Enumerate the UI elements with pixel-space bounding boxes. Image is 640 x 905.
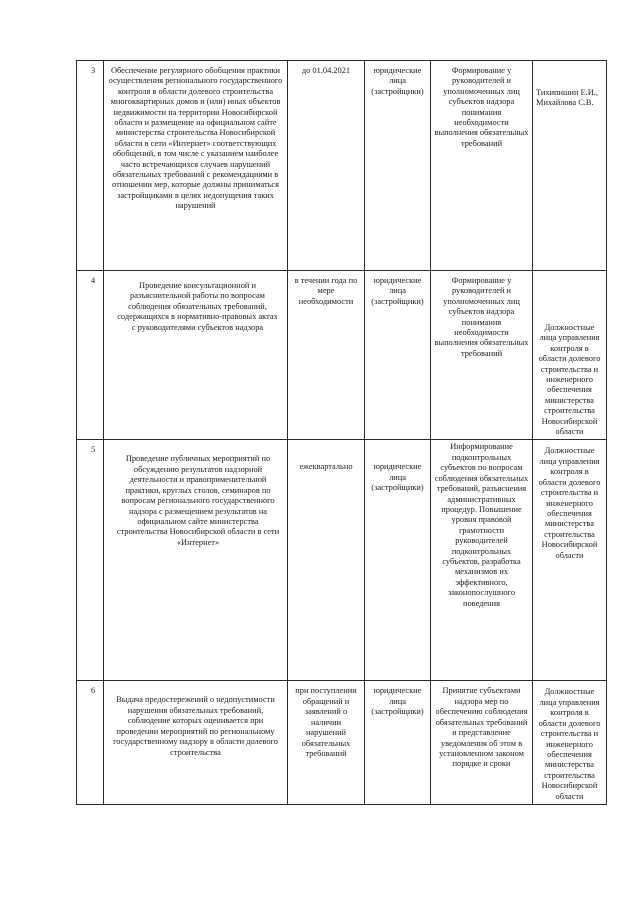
activity-cell: Обеспечение регулярного обобщения практики осуществления регионального государственного контроля в области долевого строительства многоквартирных домов и (или) иных объектов недвижимости на территории Новосибирской области и размещение на официальном сайте министерства строительства Новосибирской области в сети «Интернет» соответствующих обобщений, в том числе с указанием наиболее часто встречающихся случаев нарушений обязательных требований с рекомендациями в отношении мер, которые должны приниматься застройщиками в целях недопущения таких нарушений — [104, 61, 288, 271]
subjects-cell: юридические лица (застройщики) — [365, 681, 431, 805]
row-number: 4 — [77, 271, 104, 440]
measures-table — [76, 60, 607, 805]
activity-cell: Проведение публичных мероприятий по обсуждению результатов надзорной деятельности и правоприменительной практики, круглых столов, семинаров по вопросам регионального государственного надзора с размещением результатов на официальном сайте министерства строительства Новосибирской области в сети «Интернет» — [104, 440, 288, 681]
responsible-cell: Тихипишин Е.И., Михайлова С.В. — [533, 61, 607, 271]
result-cell: Формирование у руководителей и уполномоченных лиц субъектов надзора понимания необходимости выполнения обязательных требований — [431, 271, 533, 440]
activity-cell: Проведение консультационной и разъяснительной работы по вопросам соблюдения обязательных требований, содержащихся в нормативно-правовых актах с руководителями субъектов надзора — [104, 271, 288, 440]
subjects-cell: юридические лица (застройщики) — [365, 61, 431, 271]
responsible-cell: Должностные лица управления контроля в области долевого строительства и инженерного обеспечения министерства строительства Новосибирской области — [533, 440, 607, 681]
subjects-cell: юридические лица (застройщики) — [365, 440, 431, 681]
deadline-cell: в течении года по мере необходимости — [288, 271, 365, 440]
table-row — [77, 271, 607, 440]
result-cell: Формирование у руководителей и уполномоченных лиц субъектов надзора понимания необходимости выполнения обязательных требований — [431, 61, 533, 271]
table-row — [77, 440, 607, 681]
row-number: 5 — [77, 440, 104, 681]
row-number: 6 — [77, 681, 104, 805]
responsible-cell: Должностные лица управления контроля в области долевого строительства и инженерного обеспечения министерства строительства Новосибирской области — [533, 271, 607, 440]
table-row — [77, 681, 607, 805]
activity-cell: Выдача предостережений о недопустимости нарушения обязательных требований, соблюдение которых оценивается при проведении мероприятий по региональному государственному надзору в области долевого строительства — [104, 681, 288, 805]
deadline-cell: при поступлении обращений и заявлений о наличии нарушений обязательных требований — [288, 681, 365, 805]
deadline-cell: ежеквартально — [288, 440, 365, 681]
deadline-cell: до 01.04.2021 — [288, 61, 365, 271]
result-cell: Информирование подконтрольных субъектов по вопросам соблюдения обязательных требований, разъяснения административных процедур. Повышение уровня правовой грамотности руководителей подконтрольных субъектов, разработка механизмов их эффективного, законопослушного поведения — [431, 440, 533, 681]
result-cell: Принятие субъектами надзора мер по обеспечению соблюдения обязательных требований и представление уведомления об этом в установленном законом порядке и сроки — [431, 681, 533, 805]
responsible-cell: Должностные лица управления контроля в области долевого строительства и инженерного обеспечения министерства строительства Новосибирской области — [533, 681, 607, 805]
subjects-cell: юридические лица (застройщики) — [365, 271, 431, 440]
table-row — [77, 61, 607, 271]
row-number: 3 — [77, 61, 104, 271]
